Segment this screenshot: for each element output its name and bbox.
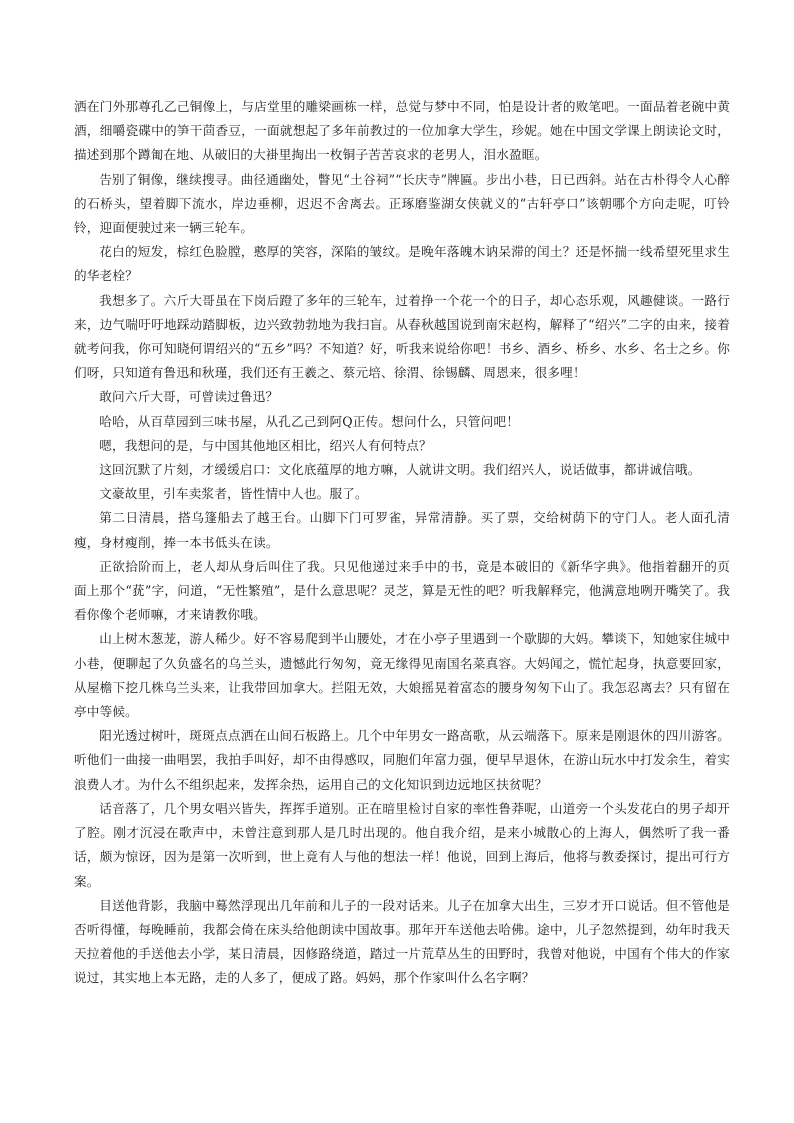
paragraph-10: 第二日清晨，搭乌篷船去了越王台。山脚下门可罗雀，异常清静。买了票，交给树荫下的守门人。老人面孔清瘦，身材瘦削，捧一本书低头在读。 xyxy=(74,510,730,550)
paragraph-2: 告别了铜像，继续搜寻。曲径通幽处，瞥见“土谷祠”“长庆寺”牌匾。步出小巷，日已西斜。站在古朴得令人心醉的石桥头，望着脚下流水，岸边垂柳，迟迟不舍离去。正琢磨鉴湖女侠就义的“古轩亭口”该朝哪个方向走呢，叮铃铃，迎面便驶过来一辆三轮车。 xyxy=(74,171,730,236)
paragraph-12: 山上树木葱茏，游人稀少。好不容易爬到半山腰处，才在小亭子里遇到一个歇脚的大妈。攀谈下，知她家住城中小巷，便聊起了久负盛名的乌兰头，遗憾此行匆匆，竟无缘得见南国名菜真容。大妈闻之，慌忙起身，执意要回家，从屋檐下挖几株乌兰头来，让我带回加拿大。拦阻无效，大娘摇晃着富态的腰身匆匆下山了。我怎忍离去？只有留在亭中等候。 xyxy=(74,631,730,720)
paragraph-5: 敢问六斤大哥，可曾读过鲁迅？ xyxy=(99,389,279,405)
paragraph-6: 哈哈，从百草园到三味书屋，从孔乙己到阿Q正传。想问什么，只管问吧！ xyxy=(99,413,520,429)
paragraph-4: 我想多了。六斤大哥虽在下岗后蹬了多年的三轮车，过着挣一个花一个的日子，却心态乐观，风趣健谈。一路行来，边气喘吁吁地踩动踏脚板，边兴致勃勃地为我扫盲。从春秋越国说到南宋赵构，解释了“绍兴”二字的由来，接着就考问我，你可知晓何谓绍兴的“五乡”吗？不知道？好，听我来说给你吧！书乡、酒乡、桥乡、水乡、名士之乡。你们呀，只知道有鲁迅和秋瑾，我们还有王羲之、蔡元培、徐渭、徐锡麟、周恩来，很多哩！ xyxy=(74,292,730,381)
paragraph-1: 洒在门外那尊孔乙己铜像上，与店堂里的雕梁画栋一样，总觉与梦中不同，怕是设计者的败笔吧。一面品着老碗中黄酒，细嚼瓷碟中的笋干茴香豆，一面就想起了多年前教过的一位加拿大学生，珍妮。她在中国文学课上朗读论文时，描述到那个蹲匍在地、从破旧的大褂里掏出一枚铜子苦苦哀求的老男人，泪水盈眶。 xyxy=(74,99,730,163)
paragraph-15: 目送他背影，我脑中蓦然浮现出几年前和儿子的一段对话来。儿子在加拿大出生，三岁才开口说话。但不管他是否听得懂，每晚睡前，我都会倚在床头给他朗读中国故事。那年开车送他去哈佛。途中，儿子忽然提到，幼年时我天天拉着他的手送他去小学，某日清晨，因修路绕道，踏过一片荒草丛生的田野时，我曾对他说，中国有个伟大的作家说过，其实地上本无路，走的人多了，便成了路。妈妈，那个作家叫什么名字啊？ xyxy=(74,897,730,986)
paragraph-11: 正欲拾阶而上，老人却从身后叫住了我。只见他递过来手中的书，竟是本破旧的《新华字典》。他指着翻开的页面上那个“莸”字，问道，“无性繁殖”，是什么意思呢？灵芝，算是无性的吧？听我解释完，他满意地咧开嘴笑了。我看你像个老师嘛，才来请教你哦。 xyxy=(74,558,730,623)
paragraph-7: 嗯，我想问的是，与中国其他地区相比，绍兴人有何特点？ xyxy=(99,437,432,453)
paragraph-9: 文豪故里，引车卖浆者，皆性情中人也。服了。 xyxy=(99,486,368,502)
article-body xyxy=(74,95,730,991)
paragraph-14: 话音落了，几个男女唱兴皆失，挥挥手道别。正在暗里检讨自家的率性鲁莽呢，山道旁一个头发花白的男子却开了腔。刚才沉浸在歌声中，未曾注意到那人是几时出现的。他自我介绍，是来小城散心的上海人，偶然听了我一番话，颇为惊讶，因为是第一次听到，世上竟有人与他的想法一样！他说，回到上海后，他将与教委探讨，提出可行方案。 xyxy=(74,800,730,889)
paragraph-3: 花白的短发，棕红色脸膛，憨厚的笑容，深陷的皱纹。是晚年落魄木讷呆滞的闰土？还是怀揣一线希望死里求生的华老栓？ xyxy=(74,244,730,284)
paragraph-8: 这回沉默了片刻，才缓缓启口：文化底蕴厚的地方嘛，人就讲文明。我们绍兴人，说话做事，都讲诚信哦。 xyxy=(99,462,701,478)
paragraph-13: 阳光透过树叶，斑斑点点洒在山间石板路上。几个中年男女一路高歌，从云端落下。原来是刚退休的四川游客。听他们一曲接一曲唱罢，我拍手叫好，却不由得感叹，同胞们年富力强，便早早退休，在游山玩水中打发余生，着实浪费人才。为什么不组织起来，发挥余热，运用自己的文化知识到边远地区扶贫呢？ xyxy=(74,728,730,792)
